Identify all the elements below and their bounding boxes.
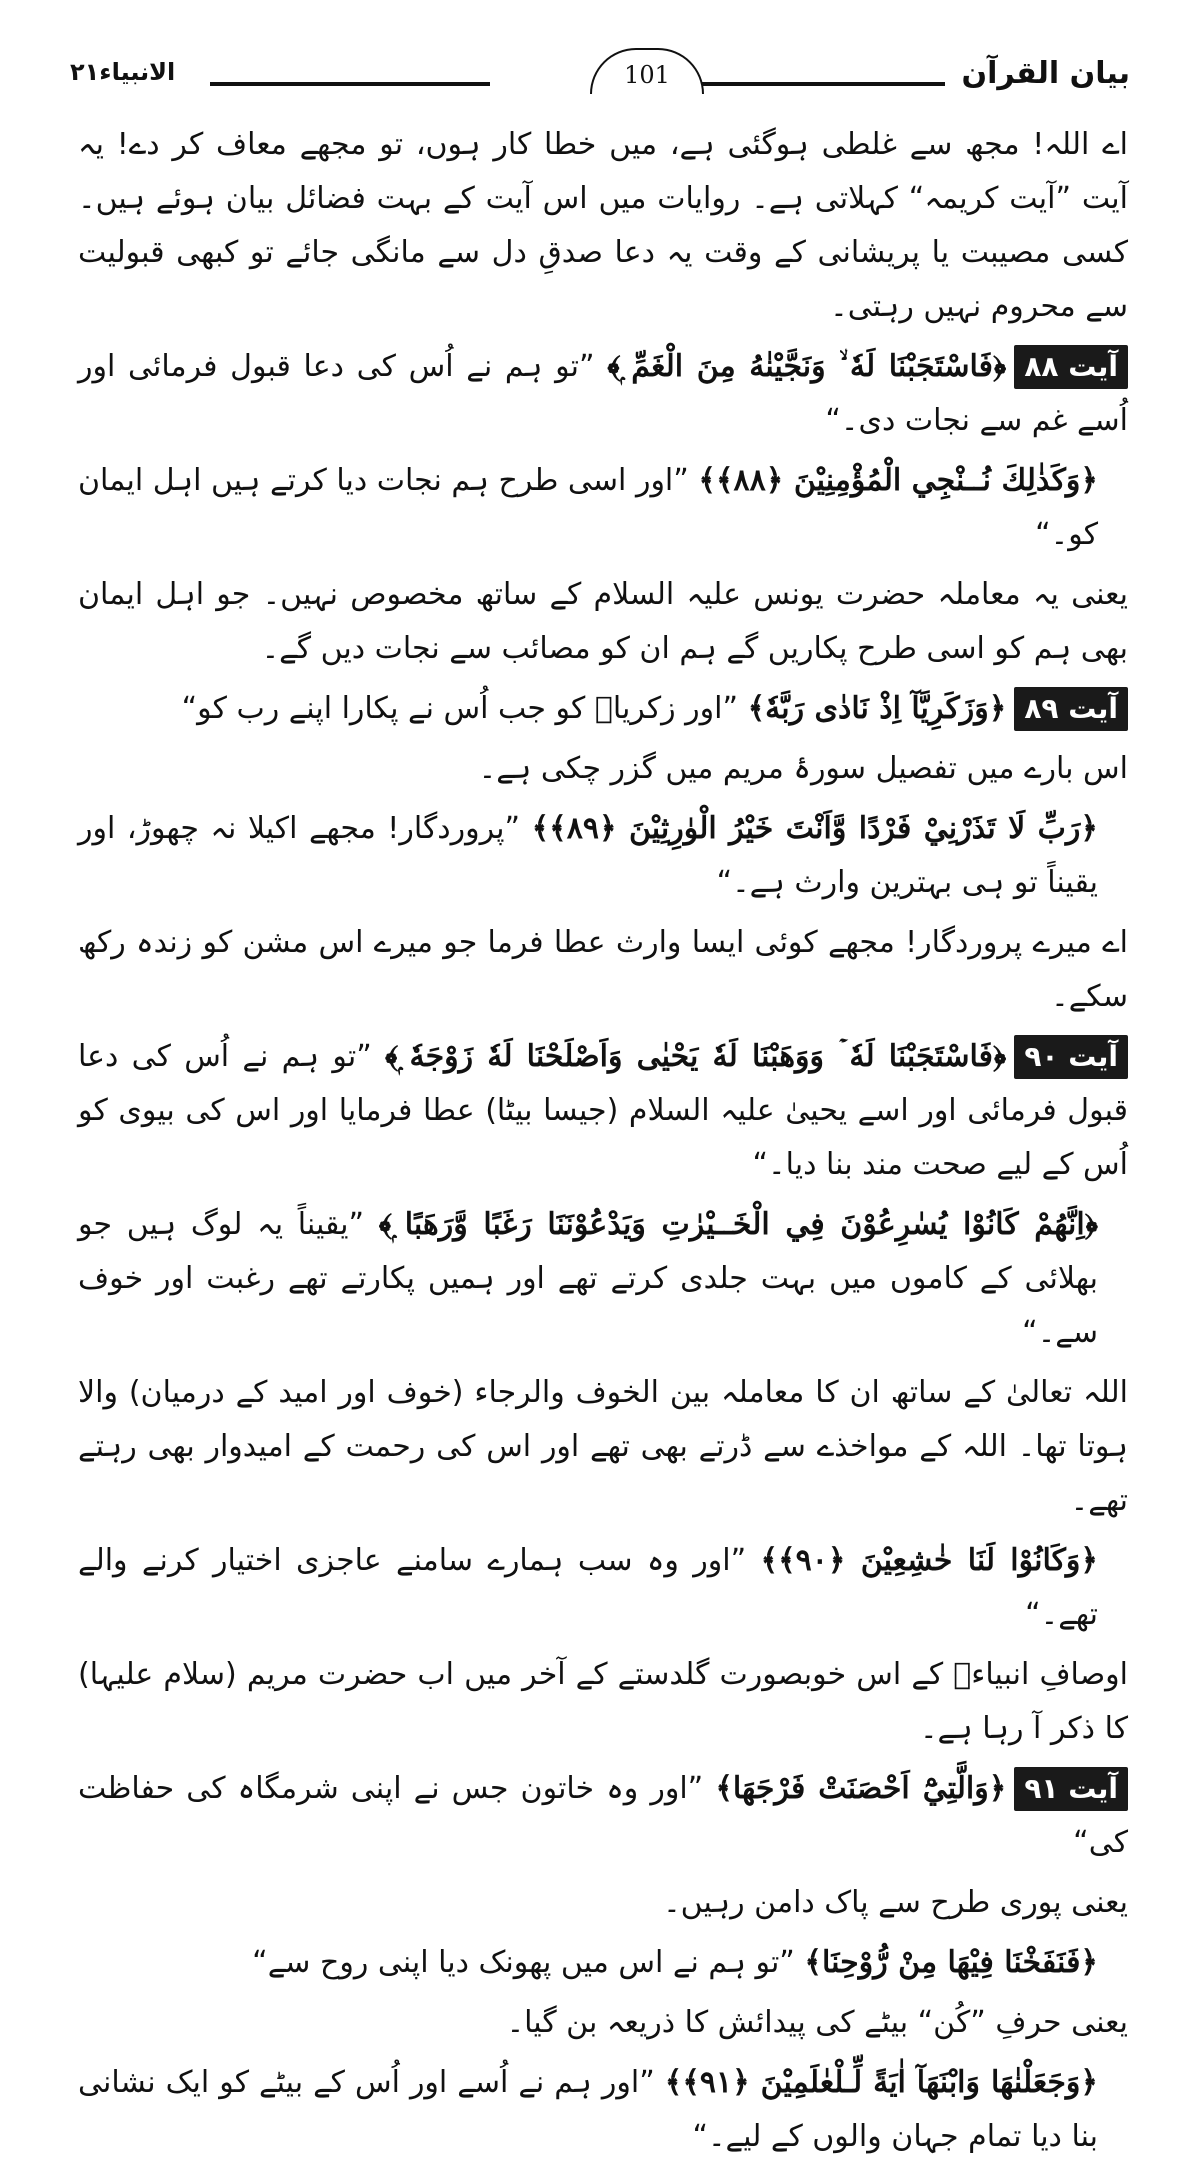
ayah-block [78,1030,1128,1192]
ayah-block [78,340,1128,448]
verse-translation: ”اور وہ خاتون جس نے اپنی شرمگاہ کی حفاظت کی“ [78,1771,1128,1860]
commentary-text: اوصافِ انبیاءؑ کے اس خوبصورت گلدستے کے آخر میں اب حضرت مریم (سلام علیہا) کا ذکر آ رہا ہے۔ [78,1657,1128,1746]
arabic-verse: ﴿رَبِّ لَا تَذَرْنِيْ فَرْدًا وَّاَنْتَ خَيْرُ الْوٰرِثِيْنَ ﴿٨٩﴾﴾ [531,811,1098,846]
commentary-text: اس بارے میں تفصیل سورۂ مریم میں گزر چکی ہے۔ [478,751,1128,786]
verse-block [78,802,1128,910]
commentary-text: یعنی یہ معاملہ حضرت یونس علیہ السلام کے ساتھ مخصوص نہیں۔ جو اہل ایمان بھی ہم کو اسی طرح پکاریں گے ہم ان کو مصائب سے نجات دیں گے۔ [78,577,1128,666]
arabic-verse: ﴿وَزَكَرِيَّآ اِذْ نَادٰى رَبَّهٗ﴾ [747,691,1007,726]
ayah-number-badge: آیت ۹۰ [1014,1035,1128,1079]
commentary-paragraph [78,118,1128,334]
commentary-paragraph [78,1876,1128,1930]
arabic-verse: ﴿وَكَانُوْا لَنَا خٰشِعِيْنَ ﴿٩٠﴾﴾ [760,1543,1098,1578]
arabic-verse: ﴿وَكَذٰلِكَ نُــنْجِي الْمُؤْمِنِيْنَ ﴿٨٨﴾﴾ [698,463,1098,498]
commentary-paragraph [78,1366,1128,1528]
commentary-text: اے میرے پروردگار! مجھے کوئی ایسا وارث عطا فرما جو میرے اس مشن کو زندہ رکھ سکے۔ [78,925,1128,1014]
arabic-verse: ﴿وَجَعَلْنٰهَا وَابْنَهَآ اٰيَةً لِّـلْعٰلَمِيْنَ ﴿٩١﴾﴾ [664,2065,1098,2100]
commentary-paragraph [78,1996,1128,2050]
commentary-text: اے اللہ! مجھ سے غلطی ہوگئی ہے، میں خطا کار ہوں، تو مجھے معاف کر دے! یہ آیت ”آیت کریمہ“ کہلاتی ہے۔ روایات میں اس آیت کے بہت فضائل بیان ہوئے ہیں۔ کسی مصیبت یا پریشانی کے وقت یہ دعا صدقِ دل سے مانگی جائے تو کبھی قبولیت سے محروم نہیں رہتی۔ [78,127,1128,324]
arabic-verse: ﴿وَالَّتِيْٓ اَحْصَنَتْ فَرْجَهَا﴾ [715,1771,1007,1806]
verse-block [78,1534,1128,1642]
ayah-block [78,682,1128,736]
ayah-number-badge: آیت ۸۸ [1014,345,1128,389]
verse-translation: ”تو ہم نے اُس کی دعا قبول فرمائی اور اسے یحییٰ علیہ السلام (جیسا بیٹا) عطا فرمایا اور اس کی بیوی کو اُس کے لیے صحت مند بنا دیا۔“ [78,1039,1128,1182]
ayah-number-badge: آیت ۹۱ [1014,1767,1128,1811]
verse-block [78,1936,1128,1990]
commentary-paragraph [78,1648,1128,1756]
ayah-number-badge: آیت ۸۹ [1014,687,1128,731]
verse-block [78,1198,1128,1360]
verse-translation: ”یقیناً یہ لوگ ہیں جو بھلائی کے کاموں میں بہت جلدی کرتے تھے اور ہمیں پکارتے تھے رغبت اور خوف سے۔“ [78,1207,1098,1350]
commentary-paragraph [78,568,1128,676]
book-title: بیان القرآن [961,56,1130,91]
arabic-verse: ﴿فَاسْتَجَبْنَا لَهٗ ۙ وَنَجَّيْنٰهُ مِنَ الْغَمِّ ۭ﴾ [607,349,1007,384]
commentary-paragraph [78,916,1128,1024]
verse-translation: ”اور اسی طرح ہم نجات دیا کرتے ہیں اہل ایمان کو۔“ [78,463,1098,552]
verse-translation: ”پروردگار! مجھے اکیلا نہ چھوڑ، اور یقیناً تو ہی بہترین وارث ہے۔“ [78,811,1098,900]
header-rule-left [210,82,490,86]
verse-translation: ”اور وہ سب ہمارے سامنے عاجزی اختیار کرنے والے تھے۔“ [78,1543,1098,1632]
commentary-text: اللہ تعالیٰ کے ساتھ ان کا معاملہ بین الخوف والرجاء (خوف اور امید کے درمیان) والا ہوتا تھا۔ اللہ کے مواخذے سے ڈرتے بھی تھے اور اس کی رحمت کے امیدوار بھی رہتے تھے۔ [78,1375,1128,1518]
verse-block [78,454,1128,562]
arabic-verse: ﴿فَنَفَخْنَا فِيْهَا مِنْ رُّوْحِنَا﴾ [804,1945,1098,1980]
verse-translation: ”اور زکریاؑ کو جب اُس نے پکارا اپنے رب کو“ [181,691,739,726]
verse-translation: ”تو ہم نے اس میں پھونک دیا اپنی روح سے“ [252,1945,795,1980]
surah-label: الانبیاء۲۱ [70,58,176,86]
page-body [78,118,1128,2170]
arabic-verse: ﴿اِنَّهُمْ كَانُوْا يُسٰرِعُوْنَ فِي الْخَــيْرٰتِ وَيَدْعُوْنَنَا رَغَبًا وَّرَهَبًا ۭ﴾ [378,1207,1098,1242]
page-number: 101 [590,48,704,94]
commentary-text: یعنی حرفِ ”کُن“ بیٹے کی پیدائش کا ذریعہ بن گیا۔ [506,2005,1128,2040]
ayah-block [78,1762,1128,1870]
arabic-verse: ﴿فَاسْتَجَبْنَا لَهٗ ۡ وَوَهَبْنَا لَهٗ يَحْيٰى وَاَصْلَحْنَا لَهٗ زَوْجَهٗ ۭ﴾ [385,1039,1007,1074]
verse-translation: ”اور ہم نے اُسے اور اُس کے بیٹے کو ایک نشانی بنا دیا تمام جہان والوں کے لیے۔“ [78,2065,1098,2154]
page-header [70,48,1130,98]
commentary-paragraph [78,742,1128,796]
commentary-text: یعنی پوری طرح سے پاک دامن رہیں۔ [663,1885,1128,1920]
verse-translation: ”تو ہم نے اُس کی دعا قبول فرمائی اور اُسے غم سے نجات دی۔“ [78,349,1128,438]
verse-block [78,2056,1128,2164]
